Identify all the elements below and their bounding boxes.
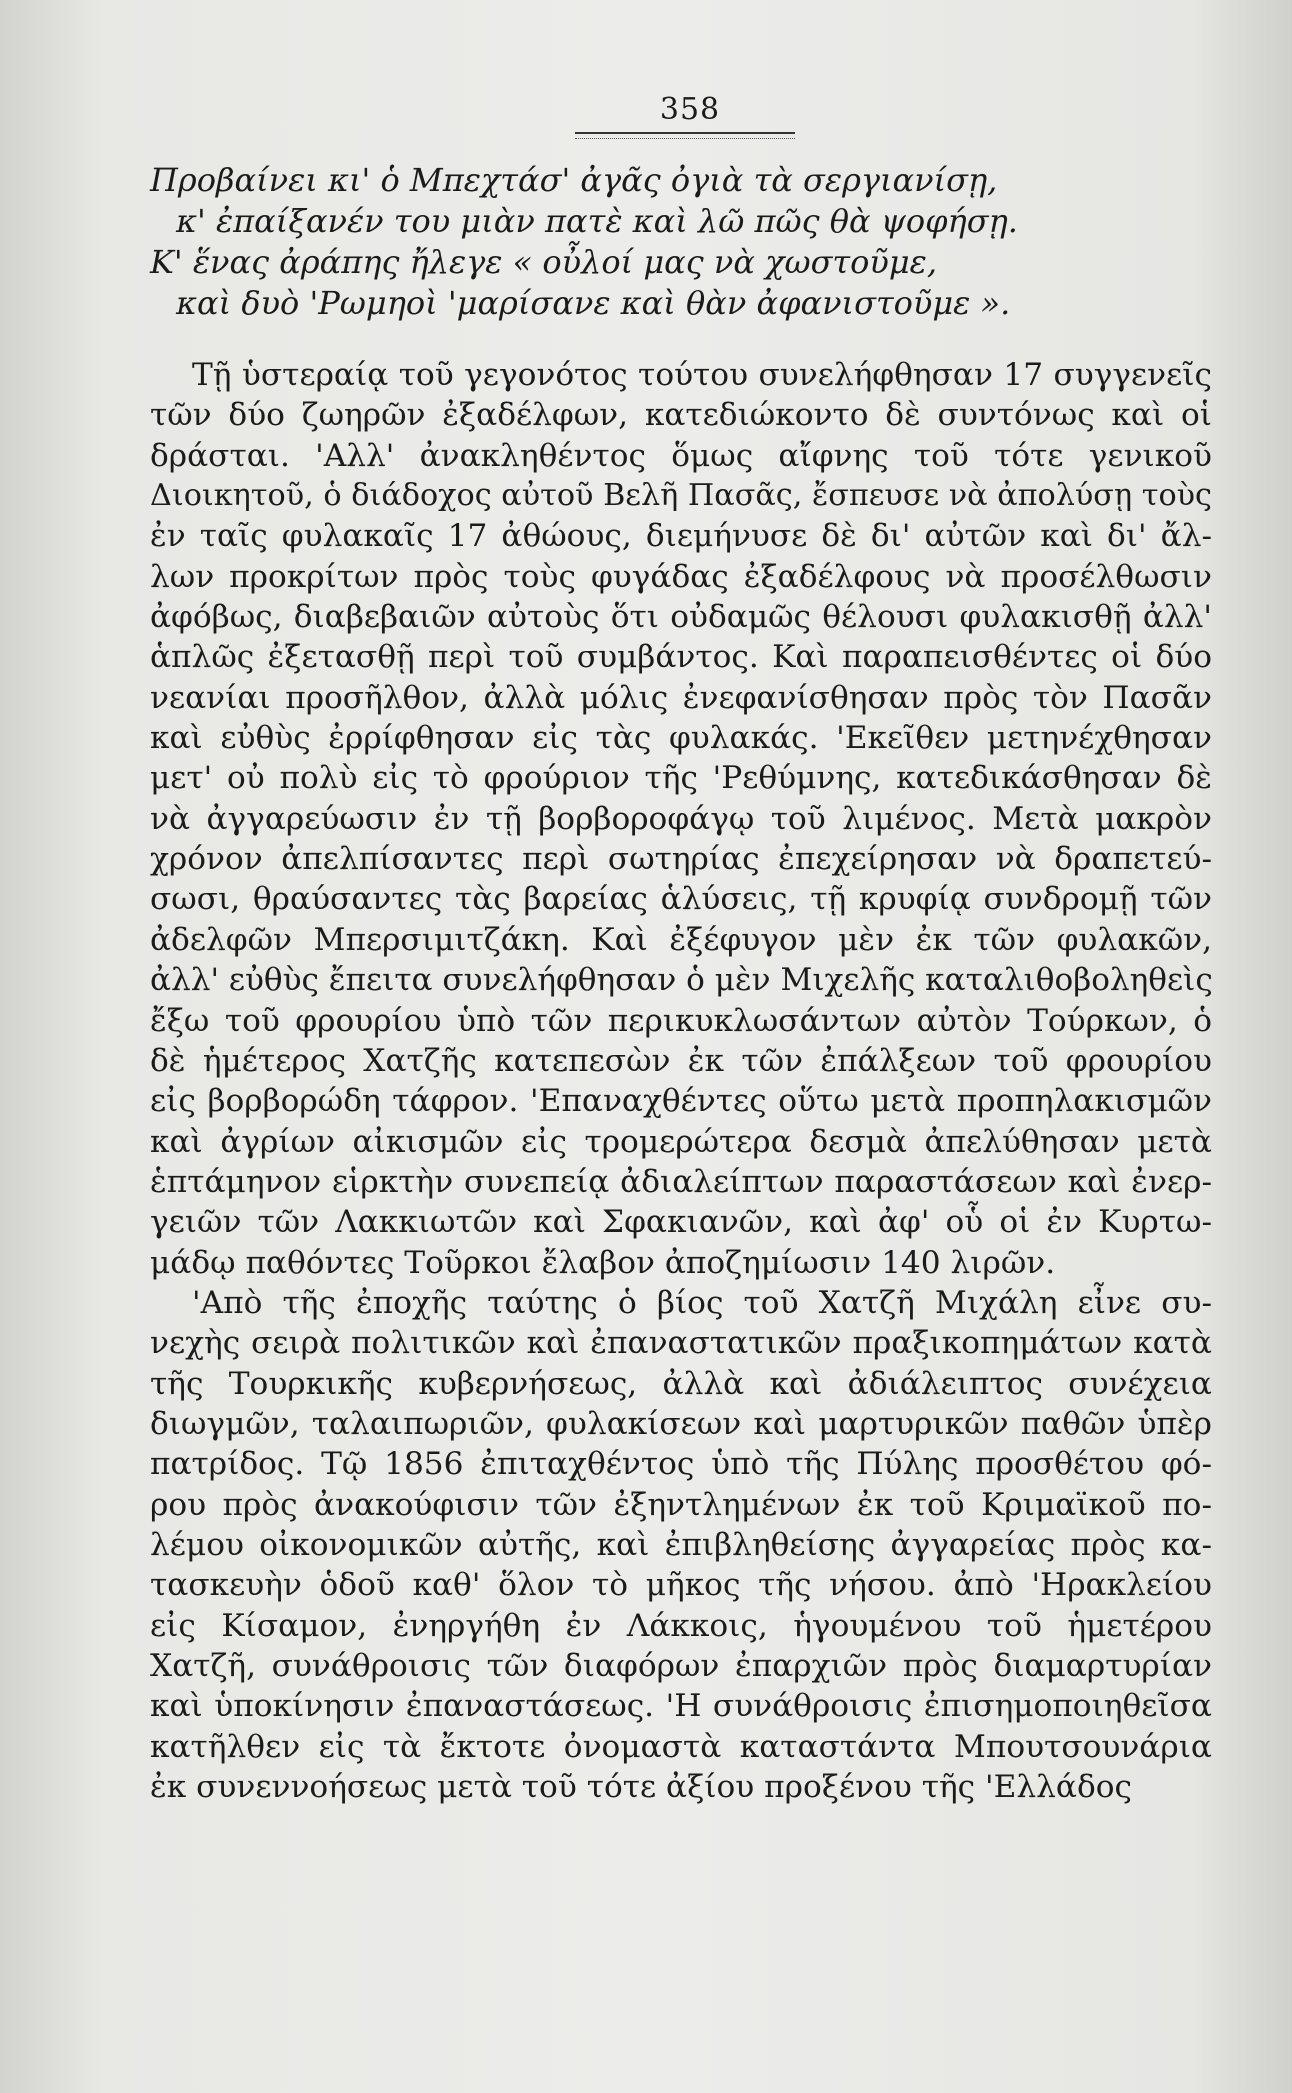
- page-number: 358: [659, 92, 721, 127]
- text-line: νὰ ἀγγαρεύωσιν ἐν τῇ βορβοροφάγῳ τοῦ λιμένος. Μετὰ μακρὸν: [150, 800, 1212, 837]
- text-line: κατῆλθεν εἰς τὰ ἔκτοτε ὀνομαστὰ καταστάντα Μπουτσουνάρια: [150, 1728, 1212, 1765]
- body-text: [150, 355, 1212, 1807]
- text-line: λέμου οἰκονομικῶν αὐτῆς, καὶ ἐπιβληθείσης ἀγγαρείας πρὸς κα-: [150, 1526, 1212, 1563]
- paragraph: [150, 1283, 1212, 1807]
- verse-quotation: [150, 160, 1150, 324]
- text-line: ρου πρὸς ἀνακούφισιν τῶν ἐξηντλημένων ἐκ τοῦ Κριμαϊκοῦ πο-: [150, 1486, 1212, 1523]
- text-line: 'Απὸ τῆς ἐποχῆς ταύτης ὁ βίος τοῦ Χατζῆ Μιχάλη εἶνε συ-: [192, 1284, 1212, 1321]
- text-line: χρόνον ἀπελπίσαντες περὶ σωτηρίας ἐπεχείρησαν νὰ δραπετεύ-: [150, 841, 1212, 878]
- verse-line: Κ' ἕνας ἀράπης ἤλεγε « οὖλοί μας νὰ χωστοῦμε,: [150, 243, 937, 281]
- text-line: δὲ ἡμέτερος Χατζῆς κατεπεσὼν ἐκ τῶν ἐπάλξεων τοῦ φρουρίου: [150, 1042, 1212, 1079]
- verse-line: κ' ἐπαίξανέν του μιὰν πατὲ καὶ λῶ πῶς θὰ ψοφήσῃ.: [176, 202, 1018, 240]
- verse-line: καὶ δυὸ 'Ρωμηοὶ 'μαρίσανε καὶ θὰν ἀφανιστοῦμε ».: [176, 284, 1011, 322]
- page-number-rule: [575, 132, 795, 139]
- text-line: Διοικητοῦ, ὁ διάδοχος αὐτοῦ Βελῆ Πασᾶς, ἔσπευσε νὰ ἀπολύσῃ τοὺς: [150, 478, 1212, 514]
- text-line: γειῶν τῶν Λακκιωτῶν καὶ Σφακιανῶν, καὶ ἀφ' οὗ οἱ ἐν Κυρτω-: [150, 1204, 1212, 1241]
- text-line: πατρίδος. Τῷ 1856 ἐπιταχθέντος ὑπὸ τῆς Πύλης προσθέτου φό-: [150, 1446, 1212, 1483]
- text-line: Χατζῆ, συνάθροισις τῶν διαφόρων ἐπαρχιῶν πρὸς διαμαρτυρίαν: [150, 1648, 1212, 1684]
- text-line: τῶν δύο ζωηρῶν ἐξαδέλφων, κατεδιώκοντο δὲ συντόνως καὶ οἱ: [150, 397, 1212, 434]
- text-line: νεχὴς σειρὰ πολιτικῶν καὶ ἐπαναστατικῶν πραξικοπημάτων κατὰ: [150, 1325, 1212, 1362]
- text-line: Τῇ ὑστεραίᾳ τοῦ γεγονότος τούτου συνελήφθησαν 17 συγγενεῖς: [192, 357, 1212, 393]
- text-line: λων προκρίτων πρὸς τοὺς φυγάδας ἐξαδέλφους νὰ προσέλθωσιν: [150, 558, 1212, 595]
- text-line: σωσι, θραύσαντες τὰς βαρείας ἁλύσεις, τῇ κρυφίᾳ συνδρομῇ τῶν: [150, 881, 1212, 918]
- text-line: μετ' οὐ πολὺ εἰς τὸ φρούριον τῆς 'Ρεθύμνης, κατεδικάσθησαν δὲ: [150, 760, 1212, 797]
- text-line: καὶ ἀγρίων αἰκισμῶν εἰς τρομερώτερα δεσμὰ ἀπελύθησαν μετὰ: [150, 1123, 1212, 1160]
- text-line: δράσται. 'Αλλ' ἀνακληθέντος ὅμως αἴφνης τοῦ τότε γενικοῦ: [150, 437, 1212, 474]
- text-line: ἐκ συνεννοήσεως μετὰ τοῦ τότε ἀξίου προξένου τῆς 'Ελλάδος: [150, 1769, 1132, 1806]
- text-line: ἑπτάμηνον εἱρκτὴν συνεπείᾳ ἀδιαλείπτων παραστάσεων καὶ ἐνερ-: [150, 1163, 1212, 1200]
- text-line: μάδῳ παθόντες Τοῦρκοι ἔλαβον ἀποζημίωσιν 140 λιρῶν.: [150, 1244, 1056, 1281]
- text-line: ἔξω τοῦ φρουρίου ὑπὸ τῶν περικυκλωσάντων αὐτὸν Τούρκων, ὁ: [150, 1002, 1212, 1039]
- text-line: εἰς Κίσαμον, ἐνηργήθη ἐν Λάκκοις, ἡγουμένου τοῦ ἡμετέρου: [150, 1607, 1212, 1644]
- text-line: εἰς βορβορώδη τάφρον. 'Επαναχθέντες οὕτω μετὰ προπηλακισμῶν: [150, 1083, 1212, 1120]
- verse-line: Προβαίνει κι' ὁ Μπεχτάσ' ἀγᾶς ὀγιὰ τὰ σεργιανίσῃ,: [150, 161, 998, 199]
- text-line: ἀδελφῶν Μπερσιμιτζάκη. Καὶ ἐξέφυγον μὲν ἐκ τῶν φυλακῶν,: [150, 921, 1212, 958]
- text-line: νεανίαι προσῆλθον, ἀλλὰ μόλις ἐνεφανίσθησαν πρὸς τὸν Πασᾶν: [150, 679, 1212, 716]
- text-line: ἁπλῶς ἐξετασθῇ περὶ τοῦ συμβάντος. Καὶ παραπεισθέντες οἱ δύο: [150, 639, 1212, 676]
- text-line: τῆς Τουρκικῆς κυβερνήσεως, ἀλλὰ καὶ ἀδιάλειπτος συνέχεια: [150, 1365, 1212, 1402]
- text-line: ἐν ταῖς φυλακαῖς 17 ἀθώους, διεμήνυσε δὲ δι' αὐτῶν καὶ δι' ἄλ-: [150, 518, 1212, 555]
- text-line: καὶ εὐθὺς ἐρρίφθησαν εἰς τὰς φυλακάς. 'Εκεῖθεν μετηνέχθησαν: [150, 720, 1212, 757]
- text-line: ἀλλ' εὐθὺς ἔπειτα συνελήφθησαν ὁ μὲν Μιχελῆς καταλιθοβοληθεὶς: [150, 962, 1213, 999]
- text-line: ἀφόβως, διαβεβαιῶν αὐτοὺς ὅτι οὐδαμῶς θέλουσι φυλακισθῇ ἀλλ': [150, 599, 1212, 636]
- text-line: τασκευὴν ὁδοῦ καθ' ὅλον τὸ μῆκος τῆς νήσου. ἀπὸ 'Ηρακλείου: [150, 1567, 1212, 1604]
- text-line: καὶ ὑποκίνησιν ἐπαναστάσεως. 'Η συνάθροισις ἐπισημοποιηθεῖσα: [150, 1688, 1212, 1725]
- paragraph: [150, 355, 1212, 1283]
- text-line: διωγμῶν, ταλαιπωριῶν, φυλακίσεων καὶ μαρτυρικῶν παθῶν ὑπὲρ: [150, 1405, 1212, 1442]
